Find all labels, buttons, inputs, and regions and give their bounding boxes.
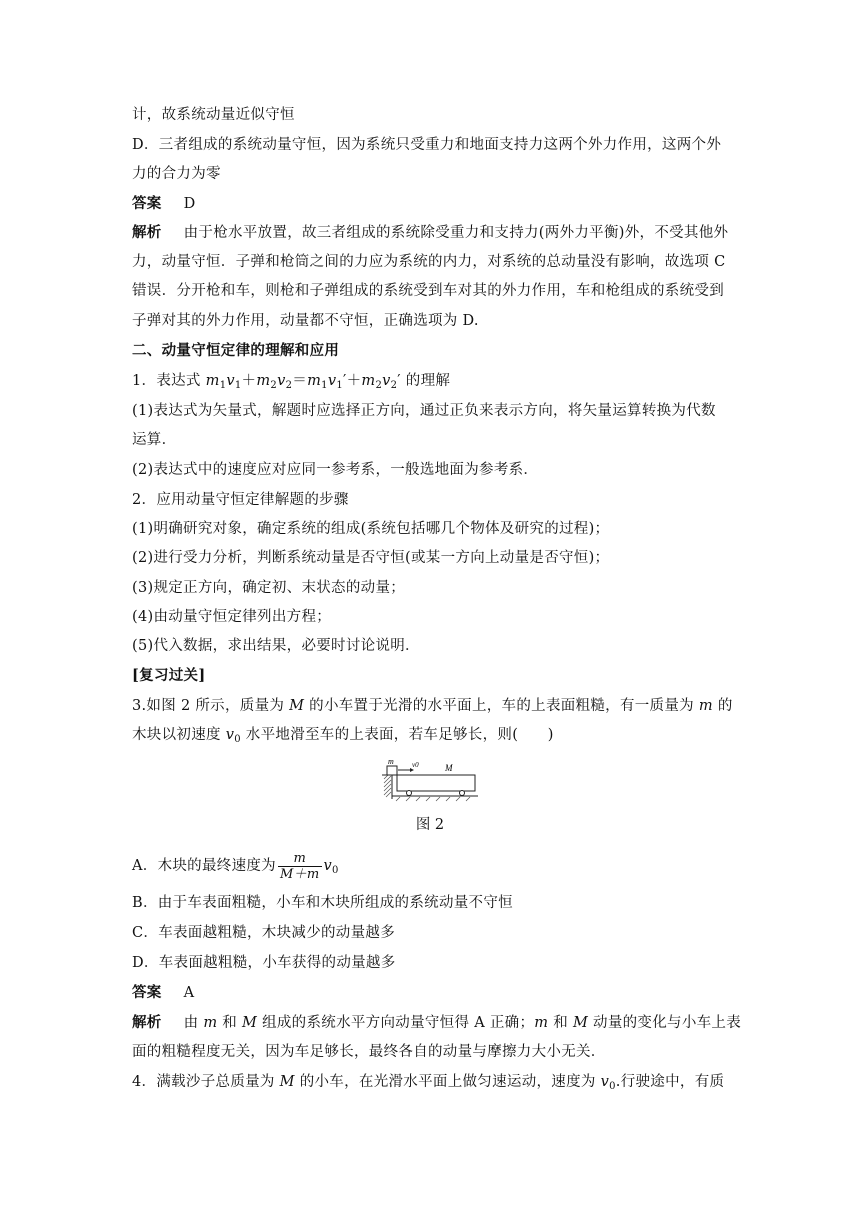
text-line: (2)进行受力分析，判断系统动量是否守恒(或某一方向上动量是否守恒)；: [132, 550, 610, 566]
sub: 1: [219, 380, 227, 391]
text: A．木块的最终速度为: [132, 858, 276, 874]
sub: 0: [609, 1081, 616, 1092]
var-m: m: [698, 698, 713, 714]
wheel-left: [407, 791, 412, 796]
var-m: m: [307, 373, 322, 389]
left-hatch: [384, 775, 391, 797]
text-line: 2．应用动量守恒定律解题的步骤: [132, 492, 349, 508]
ground-hatch: [396, 797, 470, 801]
sub: 1: [234, 380, 242, 391]
prime: ′: [397, 373, 401, 389]
text-line: (1)明确研究对象，确定系统的组成(系统包括哪几个物体及研究的过程)；: [132, 521, 610, 537]
text: 和: [548, 1015, 573, 1031]
sub: 1: [336, 380, 343, 391]
answer-value: A: [183, 985, 195, 1001]
text-line: (4)由动量守恒定律列出方程；: [132, 609, 332, 625]
text-line: (5)代入数据，求出结果，必要时讨论说明．: [132, 638, 420, 654]
fraction-numerator: m: [278, 851, 322, 867]
cart-block-figure: [380, 757, 480, 805]
section-heading: 二、动量守恒定律的理解和应用: [132, 342, 340, 359]
text: 的小车置于光滑的水平面上，车的上表面粗糙，有一质量为: [304, 698, 699, 714]
text: .行驶途中，有质: [615, 1074, 725, 1090]
label-v0: v0: [412, 761, 419, 769]
var-v: v: [226, 373, 235, 389]
answer-label: 答案: [132, 195, 162, 212]
option-d-prev: D．三者组成的系统动量守恒，因为系统只受重力和地面支持力这两个外力作用，这两个外: [132, 137, 722, 153]
text: 4．满载沙子总质量为: [132, 1074, 280, 1090]
text-line: 面的粗糙程度无关，因为车足够长，最终各自的动量与摩擦力大小无关．: [132, 1044, 606, 1060]
option-a: [132, 850, 732, 882]
option-d: D．车表面越粗糙，小车获得的动量越多: [132, 955, 396, 971]
text: 木块以初速度: [132, 727, 226, 743]
fraction-denominator: M＋m: [279, 866, 320, 882]
option-c: C．车表面越粗糙，木块减少的动量越多: [132, 925, 395, 941]
sub: 0: [332, 865, 339, 876]
var-v: v: [327, 373, 337, 389]
answer-line: [132, 983, 732, 1003]
var-m: m: [534, 1015, 549, 1031]
var-M: M: [279, 1074, 295, 1090]
block-m: [387, 766, 397, 775]
var-M: M: [242, 1015, 258, 1031]
sub: 1: [321, 380, 328, 391]
text-line: 力的合力为零: [132, 166, 221, 182]
var-M: M: [572, 1015, 589, 1031]
text-line: 错误．分开枪和车，则枪和子弹组成的系统受到车对其的外力作用，车和枪组成的系统受到: [132, 283, 724, 299]
var-M: M: [289, 698, 305, 714]
explanation-label: 解析: [132, 224, 162, 241]
review-heading: [复习过关]: [132, 667, 206, 684]
wheel-right: [460, 791, 465, 796]
op: ＋: [346, 373, 362, 389]
sub: 2: [285, 380, 293, 391]
explanation-line: [132, 223, 732, 243]
text-line: 力，动量守恒．子弹和枪筒之间的力应为系统的内力，对系统的总动量没有影响，故选项 C: [132, 254, 726, 270]
question-3-line: [132, 725, 732, 745]
op: ＝: [292, 373, 308, 389]
var-m: m: [205, 373, 220, 389]
option-b: B．由于车表面粗糙，小车和木块所组成的系统动量不守恒: [132, 895, 513, 911]
text-line: (3)规定正方向，确定初、末状态的动量；: [132, 580, 406, 596]
var-v: v: [600, 1074, 610, 1090]
question-3-line: [132, 696, 732, 716]
var-m: m: [256, 373, 271, 389]
sub: 2: [375, 380, 383, 391]
label-M: M: [445, 763, 453, 773]
answer-value: D: [183, 196, 196, 212]
text: 的小车，在光滑水平面上做匀速运动，速度为: [294, 1074, 601, 1090]
text: 1．表达式: [132, 373, 206, 389]
prime: ′: [342, 373, 347, 389]
question-4-line: [132, 1072, 732, 1092]
figure-caption: 图 2: [415, 817, 445, 833]
text: 的理解: [400, 373, 451, 389]
text-line: 运算．: [132, 432, 177, 448]
fraction: [278, 851, 322, 882]
sub: 2: [270, 380, 278, 391]
answer-label: 答案: [132, 984, 162, 1001]
cart-M: [397, 775, 475, 791]
text-line: 子弹对其的外力作用，动量都不守恒，正确选项为 D.: [132, 313, 479, 329]
var-v: v: [225, 727, 235, 743]
var-v: v: [382, 373, 391, 389]
text: 动量的变化与小车上表: [588, 1015, 742, 1031]
text: 由: [183, 1015, 204, 1031]
sub: 2: [390, 380, 398, 391]
text-line: 计，故系统动量近似守恒: [132, 107, 295, 123]
explanation-text: 由于枪水平放置，故三者组成的系统除受重力和支持力(两外力平衡)外，不受其他外: [183, 225, 729, 241]
formula-line: [132, 371, 732, 391]
text: 水平地滑至车的上表面，若车足够长，则( ): [240, 727, 554, 743]
text: 组成的系统水平方向动量守恒得 A 正确；: [257, 1015, 535, 1031]
var-m: m: [203, 1015, 218, 1031]
text: 3.如图 2 所示，质量为: [132, 698, 290, 714]
label-m: m: [388, 757, 394, 766]
var-m: m: [361, 373, 376, 389]
text: 和: [217, 1015, 243, 1031]
op: ＋: [241, 373, 257, 389]
sub: 0: [234, 734, 241, 745]
text: 的: [712, 698, 733, 714]
var-v: v: [323, 858, 333, 874]
var-v: v: [277, 373, 286, 389]
explanation-label: 解析: [132, 1014, 162, 1031]
text-line: (1)表达式为矢量式，解题时应选择正方向，通过正负来表示方向，将矢量运算转换为代数: [132, 403, 716, 419]
explanation-line: [132, 1013, 742, 1033]
text-line: (2)表达式中的速度应对应同一参考系，一般选地面为参考系．: [132, 462, 539, 478]
answer-line: [132, 194, 732, 214]
